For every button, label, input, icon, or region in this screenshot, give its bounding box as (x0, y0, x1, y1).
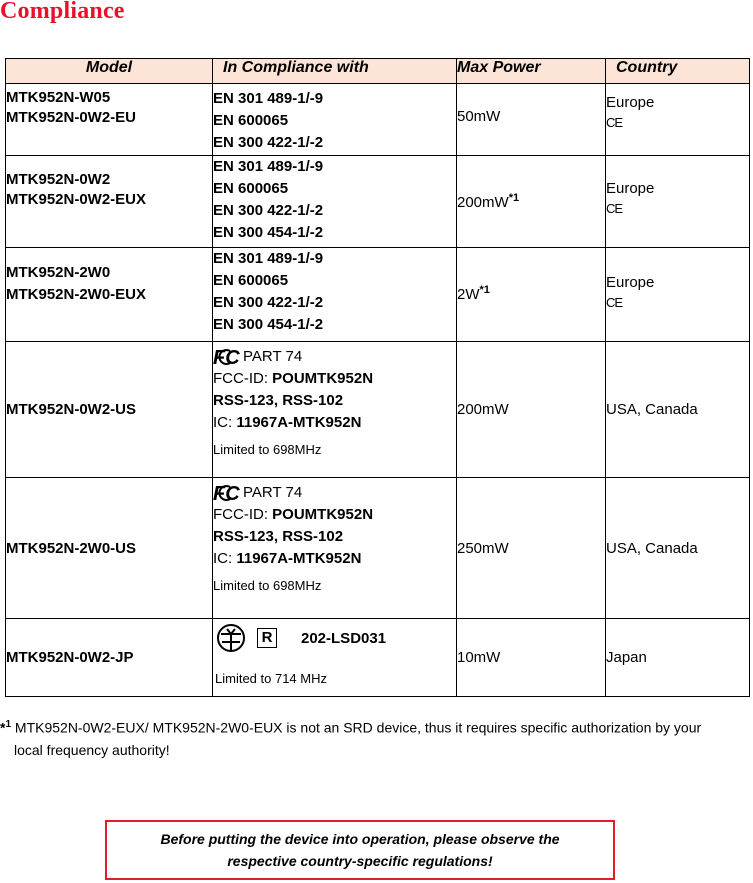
japan-telec-mark-icon (213, 623, 249, 653)
ce-mark-icon: CE (606, 295, 623, 310)
power-value: 200mW (457, 194, 509, 211)
model-name: MTK952N-2W0-EUX (6, 286, 147, 303)
ic-label: IC: (213, 550, 237, 567)
country-cell (606, 248, 750, 342)
model-cell (6, 478, 213, 619)
power-value: 200mW (457, 401, 509, 418)
notice-box (105, 820, 615, 880)
standard: EN 300 422-1/-2 (213, 134, 324, 151)
ce-mark-icon: CE (606, 201, 623, 216)
footnote (0, 714, 753, 761)
fcc-id-label: FCC-ID: (213, 370, 273, 387)
standard: EN 600065 (213, 272, 289, 289)
fcc-id-label: FCC-ID: (213, 506, 273, 523)
model-cell (6, 342, 213, 478)
standards-cell (213, 478, 457, 619)
country-value: USA, Canada (606, 539, 698, 557)
svg-text:FC: FC (213, 483, 240, 504)
standards-cell (213, 84, 457, 156)
standard: EN 600065 (213, 180, 289, 197)
power-cell (457, 478, 606, 619)
country-cell (606, 619, 750, 697)
ic-id-value: 11967A-MTK952N (236, 550, 362, 567)
country-value: Japan (606, 649, 647, 666)
country-value: USA, Canada (606, 401, 698, 418)
model-name: MTK952N-2W0 (6, 264, 111, 281)
table-row (6, 84, 750, 156)
power-cell (457, 156, 606, 248)
country-value: Europe (606, 180, 655, 197)
footnote-marker: * (0, 719, 6, 736)
model-name: MTK952N-0W2-US (6, 401, 137, 418)
standard: EN 301 489-1/-9 (213, 250, 324, 267)
standard: EN 300 454-1/-2 (213, 316, 324, 333)
standard: EN 301 489-1/-9 (213, 158, 324, 175)
standards-cell (213, 619, 457, 697)
standard: EN 301 489-1/-9 (213, 90, 324, 107)
notice-line2: respective country-specific regulations! (227, 853, 493, 869)
model-name: MTK952N-2W0-US (6, 539, 137, 557)
header-compliance: In Compliance with (213, 59, 457, 84)
table-row (6, 619, 750, 697)
model-name: MTK952N-0W2-JP (6, 649, 134, 666)
rss-standards: RSS-123, RSS-102 (213, 528, 344, 545)
fcc-logo-icon (213, 480, 243, 504)
header-max-power: Max Power (457, 59, 606, 84)
country-cell (606, 156, 750, 248)
fcc-id-value: POUMTK952N (272, 370, 374, 387)
r-mark-box: R (257, 628, 277, 648)
power-cell (457, 84, 606, 156)
footnote-ref: *1 (479, 284, 490, 296)
standard: EN 300 454-1/-2 (213, 224, 324, 241)
standards-cell (213, 156, 457, 248)
power-cell (457, 248, 606, 342)
ce-mark-icon: CE (606, 115, 623, 130)
notice-line1: Before putting the device into operation, please observe the (160, 831, 560, 847)
model-cell (6, 84, 213, 156)
model-name: MTK952N-0W2-EU (6, 109, 137, 126)
fcc-id-value: POUMTK952N (272, 506, 374, 523)
model-cell (6, 248, 213, 342)
standard: EN 300 422-1/-2 (213, 202, 324, 219)
standard: EN 300 422-1/-2 (213, 294, 324, 311)
power-value: 50mW (457, 108, 501, 125)
svg-text:FC: FC (213, 347, 240, 368)
fcc-part: PART 74 (243, 484, 303, 501)
footnote-ref: *1 (508, 192, 520, 204)
page-title: Compliance (0, 0, 125, 24)
rss-standards: RSS-123, RSS-102 (213, 392, 344, 409)
model-cell (6, 156, 213, 248)
table-row (6, 478, 750, 619)
standard: EN 600065 (213, 112, 289, 129)
header-country: Country (606, 59, 750, 84)
fcc-logo-icon (213, 344, 243, 368)
header-model: Model (6, 59, 213, 84)
standards-cell (213, 248, 457, 342)
table-header-row (6, 59, 750, 84)
standards-cell (213, 342, 457, 478)
table-row (6, 156, 750, 248)
model-cell (6, 619, 213, 697)
footnote-sup: 1 (5, 719, 12, 730)
model-name: MTK952N-W05 (6, 89, 111, 106)
power-cell (457, 619, 606, 697)
fcc-part: PART 74 (243, 348, 303, 365)
frequency-limit: Limited to 698MHz (213, 442, 322, 457)
country-cell (606, 84, 750, 156)
ic-id-value: 11967A-MTK952N (236, 414, 362, 431)
model-name: MTK952N-0W2 (6, 171, 111, 188)
power-value: 10mW (457, 649, 501, 666)
country-value: Europe (606, 94, 655, 111)
japan-cert-number: 202-LSD031 (301, 629, 387, 647)
frequency-limit: Limited to 698MHz (213, 578, 322, 593)
table-row (6, 248, 750, 342)
table-row (6, 342, 750, 478)
power-value: 2W (457, 286, 480, 303)
country-cell (606, 342, 750, 478)
frequency-limit: Limited to 714 MHz (215, 671, 327, 686)
compliance-table (5, 58, 750, 697)
footnote-text-line1: MTK952N-0W2-EUX/ MTK952N-2W0-EUX is not an SRD device, thus it requires specific authorization by your (11, 719, 702, 736)
footnote-text-line2: local frequency authority! (14, 741, 170, 758)
power-cell (457, 342, 606, 478)
ic-label: IC: (213, 414, 237, 431)
country-cell (606, 478, 750, 619)
power-value: 250mW (457, 539, 509, 557)
country-value: Europe (606, 274, 655, 291)
model-name: MTK952N-0W2-EUX (6, 191, 147, 208)
